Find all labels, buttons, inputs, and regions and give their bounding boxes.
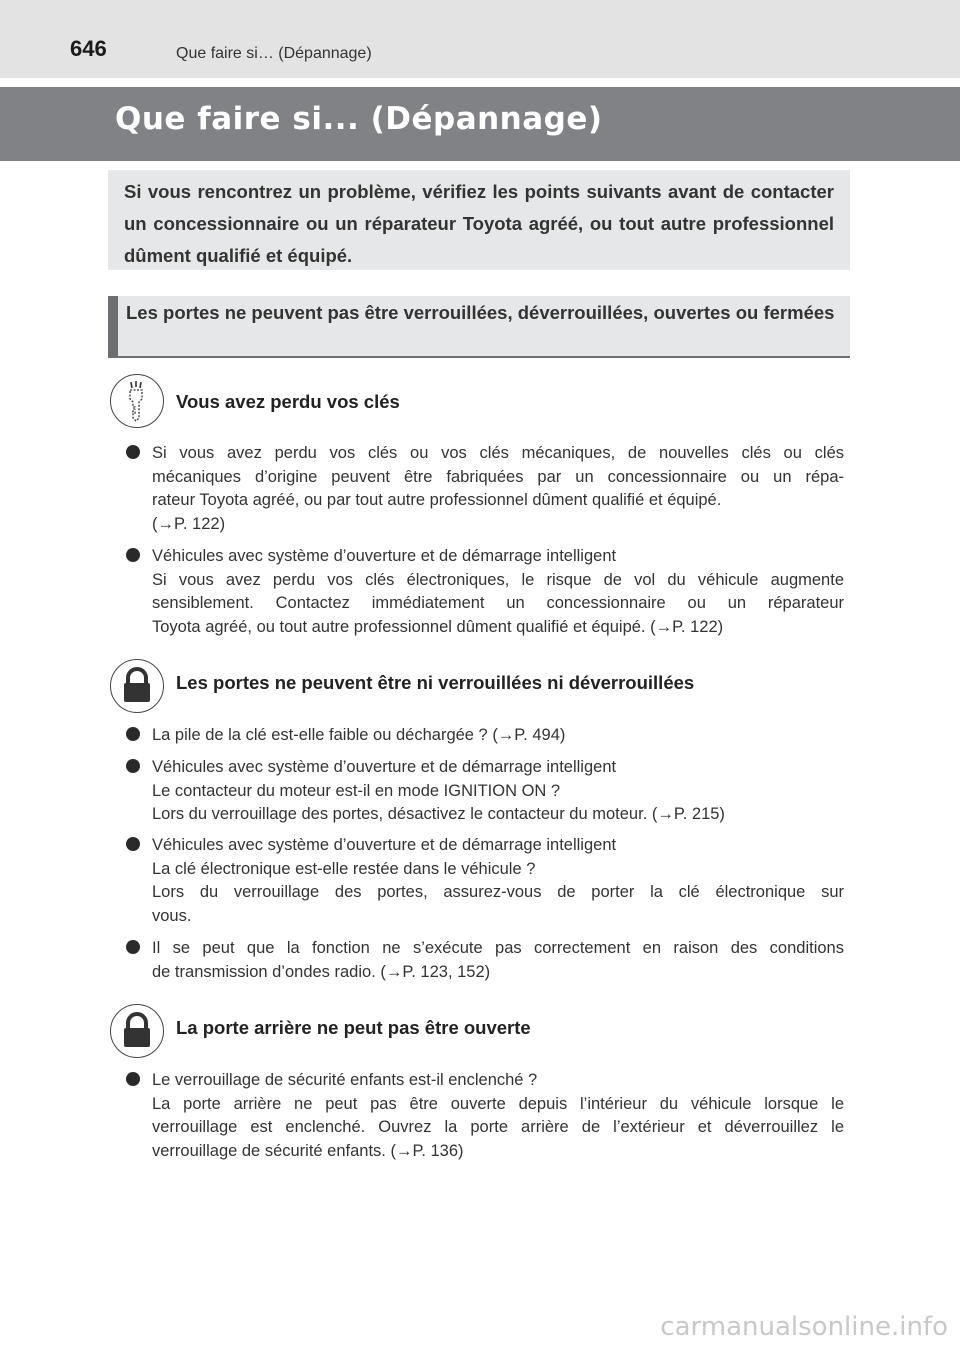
list-item (126, 834, 844, 928)
text-line: sensiblement. Contactez immédiatement un concessionnaire ou un réparateur (152, 594, 844, 612)
bullet-icon (126, 940, 140, 954)
subsection-heading-rear-door: La porte arrière ne peut pas être ouverte (176, 1017, 531, 1038)
key-icon (110, 374, 164, 428)
bullet-icon (126, 759, 140, 773)
text-line: verrouillage est enclenché. Ouvrez la porte arrière de l’extérieur et déverrouillez le (152, 1118, 844, 1136)
text-line: Véhicules avec système d’ouverture et de démarrage intelligent (152, 547, 617, 565)
text-line: La pile de la clé est-elle faible ou déchargée ? (→P. 494) (152, 726, 566, 744)
bullet-icon (126, 727, 140, 741)
text-line: Lors du verrouillage des portes, désactivez le contacteur du moteur. (→P. 215) (152, 805, 725, 823)
text-line: Il se peut que la fonction ne s’exécute pas correctement en raison des conditions (152, 939, 844, 957)
title-bar (0, 87, 960, 161)
page-title: Que faire si... (Dépannage) (115, 101, 603, 137)
lock-icon (110, 1004, 164, 1058)
list-item (126, 442, 844, 536)
section-heading-box (108, 296, 850, 358)
text-line: La porte arrière ne peut pas être ouverte depuis l’intérieur du véhicule lorsque le (152, 1094, 844, 1113)
section-heading: Les portes ne peuvent pas être verrouillées, déverrouillées, ouvertes ou fermées (126, 302, 835, 323)
text-line: Si vous avez perdu vos clés électroniques, le risque de vol du véhicule augmente (152, 570, 844, 589)
text-line: verrouillage de sécurité enfants. (→P. 136) (152, 1141, 464, 1160)
text-line: rateur Toyota agréé, ou par tout autre professionnel dûment qualifié et équipé. (152, 491, 722, 509)
bullet-icon (126, 445, 140, 459)
text-line: Toyota agréé, ou tout autre professionnel dûment qualifié et équipé. (→P. 122) (152, 617, 724, 636)
text-line: La clé électronique est-elle restée dans le véhicule ? (152, 859, 536, 878)
text-line: Le verrouillage de sécurité enfants est-il enclenché ? (152, 1071, 538, 1089)
list-item (126, 1069, 844, 1163)
watermark: carmanualsonline.info (660, 1312, 948, 1342)
intro-text: Si vous rencontrez un problème, vérifiez les points suivants avant de contacter un concessionnaire ou un réparateur Toyota agréé, ou tout autre professionnel dûment qualifié et équipé. (124, 181, 834, 266)
bullet-icon (126, 1072, 140, 1086)
text-line: vous. (152, 906, 192, 925)
list-item (126, 545, 844, 639)
list-item (126, 756, 844, 827)
bullet-icon (126, 548, 140, 562)
text-line: Véhicules avec système d’ouverture et de démarrage intelligent (152, 836, 617, 854)
subsection-heading-lost-keys: Vous avez perdu vos clés (176, 391, 400, 412)
text-line: de transmission d’ondes radio. (→P. 123, 152) (152, 962, 491, 981)
bullet-icon (126, 837, 140, 851)
page-number: 646 (70, 36, 107, 61)
intro-box (108, 170, 850, 270)
subsection-heading-doors-lock: Les portes ne peuvent être ni verrouillées ni déverrouillées (176, 672, 695, 693)
text-line: Véhicules avec système d’ouverture et de démarrage intelligent (152, 758, 617, 776)
list-item (126, 937, 844, 984)
list-item (126, 724, 844, 748)
text-line: Lors du verrouillage des portes, assurez-vous de porter la clé électronique sur (152, 883, 844, 901)
text-line: Si vous avez perdu vos clés ou vos clés mécaniques, de nouvelles clés ou clés (152, 444, 844, 462)
running-head: Que faire si… (Dépannage) (176, 45, 372, 62)
text-line: mécaniques d’origine peuvent être fabriquées par un concessionnaire ou un répa- (152, 467, 844, 486)
text-line: Le contacteur du moteur est-il en mode IGNITION ON ? (152, 781, 561, 800)
lock-icon (110, 659, 164, 713)
page-header-bar (0, 0, 960, 78)
text-line: (→P. 122) (152, 514, 226, 533)
